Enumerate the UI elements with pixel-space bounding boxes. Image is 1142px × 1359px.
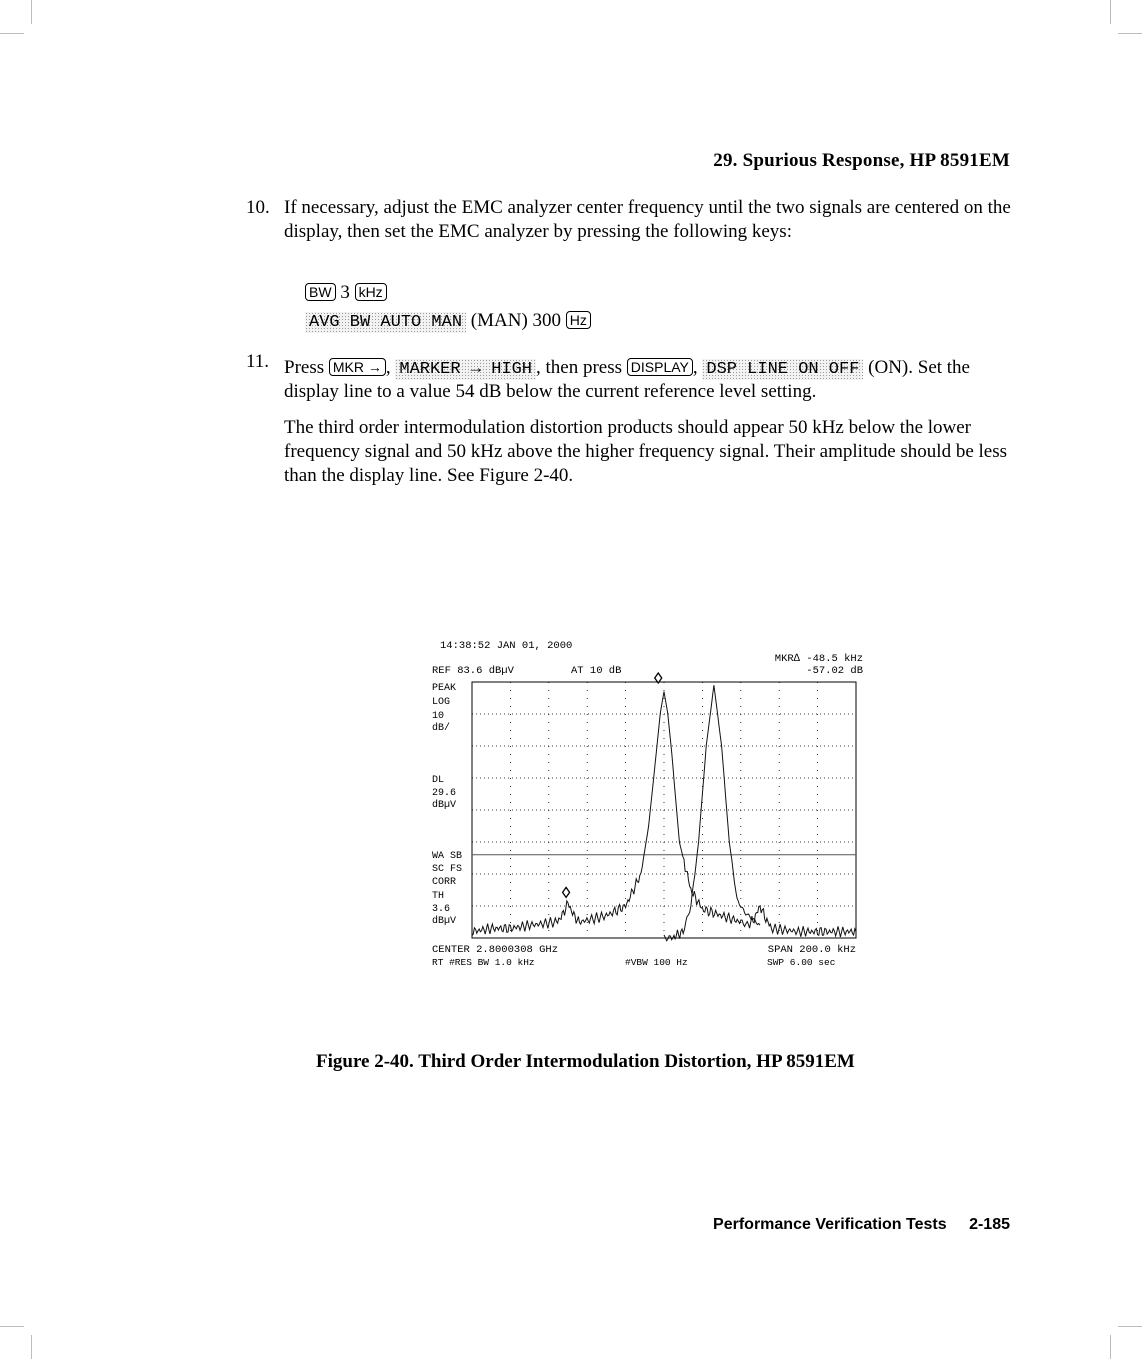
avg-bw-softkey[interactable]: AVG BW AUTO MAN <box>305 312 466 333</box>
left-label: dBµV <box>432 800 457 811</box>
ref-level: REF 83.6 dBµV <box>432 665 514 677</box>
step-10 <box>246 196 1016 276</box>
left-label: SC FS <box>432 864 463 875</box>
left-label: CORR <box>432 877 457 888</box>
section-title: 29. Spurious Response, HP 8591EM <box>713 150 1010 171</box>
key-value: 300 <box>532 310 562 331</box>
crop-mark-top-right-h <box>1118 33 1142 34</box>
marker-value: -57.02 dB <box>806 665 863 677</box>
marker-label: MKR∆ -48.5 kHz <box>774 653 863 665</box>
timestamp: 14:38:52 JAN 01, 2000 <box>440 640 573 652</box>
left-annotations <box>432 683 462 927</box>
attenuation: AT 10 dB <box>571 665 622 677</box>
span: SPAN 200.0 kHz <box>767 944 856 956</box>
key-sequence-2 <box>305 309 591 333</box>
sweep-time: SWP 6.00 sec <box>767 957 836 968</box>
separator: , <box>692 357 698 378</box>
crop-mark-bottom-right-v <box>1110 1335 1111 1359</box>
graticule <box>472 682 856 938</box>
center-frequency: CENTER 2.8000308 GHz <box>432 944 559 956</box>
separator: , <box>385 357 391 378</box>
footer-section: Performance Verification Tests <box>713 1216 947 1233</box>
page-footer <box>713 1216 1010 1234</box>
left-label: dB/ <box>432 723 451 734</box>
video-bandwidth: #VBW 100 Hz <box>625 957 688 968</box>
step-11-instruction <box>284 356 1014 404</box>
left-label: 3.6 <box>432 904 451 915</box>
left-label: WA SB <box>432 851 463 862</box>
display-key[interactable]: DISPLAY <box>627 358 693 376</box>
crop-mark-bottom-left-v <box>31 1335 32 1359</box>
step-11-text: (ON). Set the display line to a value 54 dB below the current reference level setting. <box>284 357 970 402</box>
crop-mark-top-right-v <box>1110 0 1111 24</box>
crop-mark-top-left-v <box>31 0 32 24</box>
resolution-bandwidth: RT #RES BW 1.0 kHz <box>432 957 535 968</box>
markers <box>563 673 662 897</box>
trace-0 <box>472 692 856 937</box>
left-label: dBµV <box>432 916 457 927</box>
page-number: 2-185 <box>969 1216 1010 1233</box>
crop-mark-top-left-h <box>0 33 24 34</box>
step-number: 10. <box>246 197 270 218</box>
step-11 <box>246 352 1016 512</box>
key-sequence-1 <box>305 281 387 305</box>
step-number: 11. <box>246 351 270 372</box>
crop-mark-bottom-right-h <box>1118 1326 1142 1327</box>
khz-key[interactable]: kHz <box>355 283 387 301</box>
trace-1 <box>664 685 760 941</box>
bw-key[interactable]: BW <box>305 283 336 301</box>
spectrum-plot <box>420 630 880 975</box>
left-label: TH <box>432 891 445 902</box>
press-text: Press <box>284 357 325 378</box>
marker-diamond <box>563 887 570 897</box>
then-press-text: , then press <box>536 357 623 378</box>
analyzer-screen <box>420 630 880 975</box>
marker-high-softkey[interactable]: MARKER → HIGH <box>395 359 536 380</box>
left-label: LOG <box>432 697 451 708</box>
key-value: 3 <box>340 282 350 303</box>
left-label: PEAK <box>432 683 457 694</box>
figure-caption: Figure 2-40. Third Order Intermodulation Distortion, HP 8591EM <box>316 1051 855 1072</box>
mkr-key[interactable]: MKR → <box>329 358 386 376</box>
hz-key[interactable]: Hz <box>566 311 591 329</box>
traces <box>472 685 856 941</box>
left-label: 29.6 <box>432 788 457 799</box>
crop-mark-bottom-left-h <box>0 1326 24 1327</box>
step-11-paragraph: The third order intermodulation distortion products should appear 50 kHz below the lower frequency signal and 50 kHz above the higher frequency signal. Their amplitude should be less than the display line. See Figure 2-40. <box>284 417 1008 486</box>
dsp-line-softkey[interactable]: DSP LINE ON OFF <box>702 359 863 380</box>
left-label: 10 <box>432 711 445 722</box>
step-text: If necessary, adjust the EMC analyzer center frequency until the two signals are centered on the display, then set the EMC analyzer by pressing the following keys: <box>284 197 1011 242</box>
mode-text: (MAN) <box>470 310 528 331</box>
step-body <box>284 356 1014 488</box>
left-label: DL <box>432 775 445 786</box>
